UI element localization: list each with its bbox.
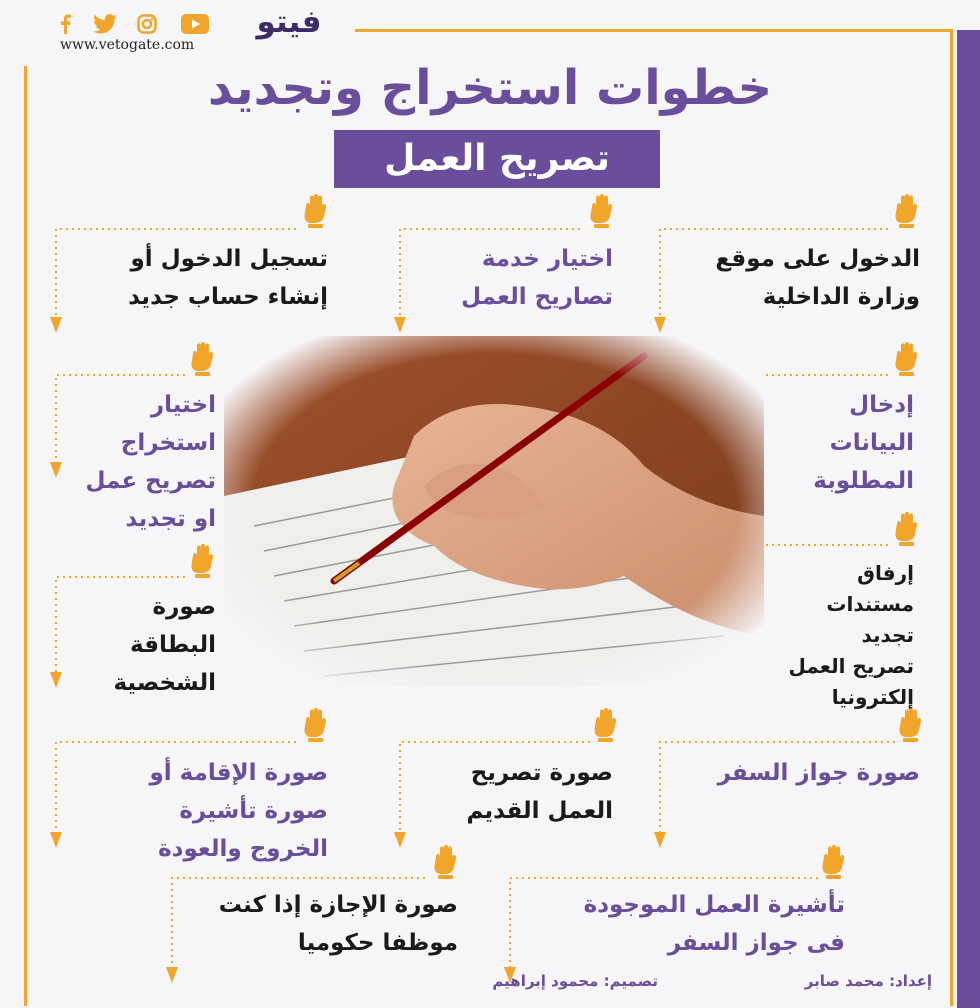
step-line: إرفاق (857, 561, 914, 585)
subtitle: تصريح العمل (384, 138, 610, 179)
hand-icon (820, 845, 846, 879)
step-line: صورة تأشيرة (179, 798, 328, 824)
step-line: تأشيرة العمل الموجودة (583, 892, 845, 918)
hand-icon (189, 544, 215, 578)
step-line: تسجيل الدخول أو (130, 246, 328, 272)
site-url[interactable]: www.vetogate.com (60, 37, 195, 53)
step-line: صورة الإقامة أو (149, 760, 328, 786)
step-line: تجديد (861, 623, 914, 647)
step-residence-visa-copy (149, 754, 328, 868)
step-line: تصاريح العمل (461, 284, 613, 310)
step-enter-ministry-site (715, 240, 920, 316)
step-line: اختيار خدمة (481, 246, 613, 272)
credit-designed-by: تصميم: محمود إبراهيم (492, 972, 658, 990)
step-passport-copy (718, 754, 920, 792)
hand-icon (302, 708, 328, 742)
main-title: خطوات استخراج وتجديد (207, 60, 773, 116)
hand-icon (893, 512, 919, 546)
hand-icon (897, 708, 923, 742)
step-line: استخراج (120, 430, 216, 456)
step-line: صورة (152, 594, 216, 620)
step-line: إدخال (849, 392, 914, 418)
step-line: صورة تصريح (470, 760, 613, 786)
brand-logo-text: فيتو (256, 4, 322, 40)
step-id-card-copy (113, 588, 216, 702)
step-line: فى جواز السفر (667, 930, 845, 956)
step-line: مستندات (826, 592, 914, 616)
step-attach-documents (789, 558, 914, 713)
step-line: الخروج والعودة (158, 836, 328, 862)
step-government-leave-copy (219, 886, 458, 962)
step-line: المطلوبة (813, 468, 914, 494)
step-login-register (128, 240, 328, 316)
step-line: إلكترونيا (831, 685, 914, 709)
hand-icon (588, 194, 614, 228)
step-line: الدخول على موقع (715, 246, 920, 272)
step-choose-issue-renew (86, 386, 217, 538)
step-line: اختيار (150, 392, 216, 418)
hand-icon (302, 194, 328, 228)
step-line: موظفا حكوميا (297, 930, 458, 956)
step-line: العمل القديم (466, 798, 613, 824)
step-enter-data (813, 386, 914, 500)
hand-icon (893, 342, 919, 376)
hand-icon (592, 708, 618, 742)
step-choose-service (461, 240, 613, 316)
step-line: تصريح عمل (85, 468, 216, 494)
hand-icon (893, 194, 919, 228)
step-work-visa-in-passport (584, 886, 845, 962)
hand-icon (432, 845, 458, 879)
step-line: الشخصية (113, 670, 216, 696)
hand-icon (189, 342, 215, 376)
hand-writing-photo (224, 336, 764, 686)
step-line: البيانات (829, 430, 914, 456)
step-line: او تجديد (125, 506, 216, 532)
step-line: وزارة الداخلية (762, 284, 920, 310)
step-line: تصريح العمل (788, 654, 914, 678)
step-line: صورة جواز السفر (717, 760, 920, 786)
credit-prepared-by: إعداد: محمد صابر (804, 972, 932, 990)
step-old-permit-copy (467, 754, 614, 830)
step-line: البطاقة (130, 632, 216, 658)
step-line: صورة الإجازة إذا كنت (218, 892, 458, 918)
step-line: إنشاء حساب جديد (128, 284, 328, 310)
